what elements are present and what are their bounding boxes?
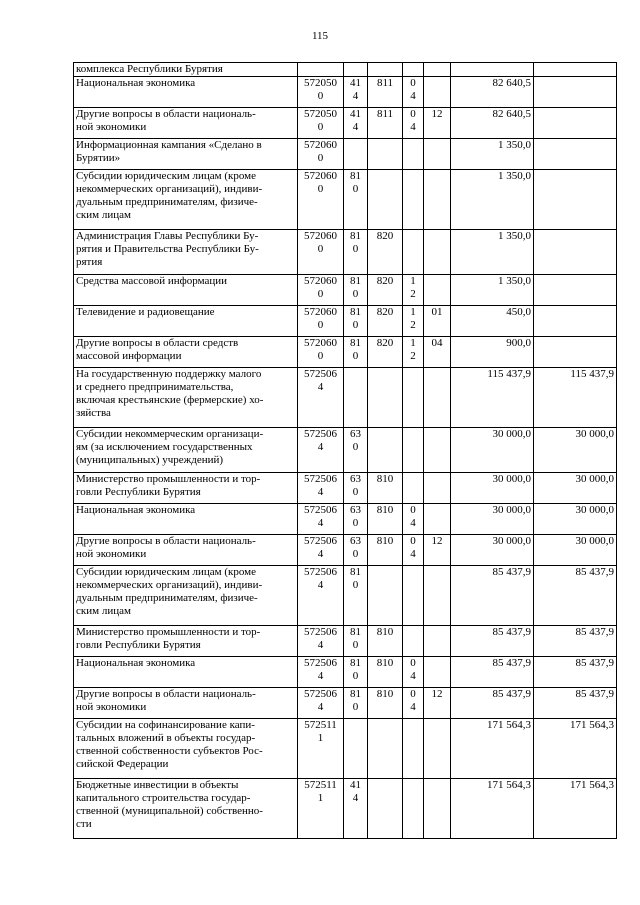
- row-name: комплекса Республики Бурятия: [74, 63, 298, 77]
- expense-type-code: [344, 368, 368, 428]
- table-row: [74, 719, 617, 779]
- amount-total: 85 437,9: [451, 688, 534, 719]
- target-article-code: 572506 4: [298, 657, 344, 688]
- subsection-code: [424, 63, 451, 77]
- subsection-code: [424, 657, 451, 688]
- section-code: [403, 779, 424, 839]
- amount-federal: [534, 275, 617, 306]
- expense-type-code: 63 0: [344, 473, 368, 504]
- target-article-code: 572060 0: [298, 337, 344, 368]
- target-article-code: 572506 4: [298, 626, 344, 657]
- expense-type-code: 63 0: [344, 535, 368, 566]
- administrator-code: 810: [368, 657, 403, 688]
- amount-federal: [534, 108, 617, 139]
- table-row: [74, 139, 617, 170]
- row-name: На государственную поддержку малого и среднего предпринимательства, включая крестьянские (фермерские) хо- зяйства: [74, 368, 298, 428]
- administrator-code: 810: [368, 504, 403, 535]
- section-code: 0 4: [403, 77, 424, 108]
- amount-federal: 30 000,0: [534, 473, 617, 504]
- table-row: [74, 535, 617, 566]
- amount-federal: 85 437,9: [534, 657, 617, 688]
- amount-total: 85 437,9: [451, 566, 534, 626]
- row-name: Национальная экономика: [74, 77, 298, 108]
- administrator-code: 820: [368, 306, 403, 337]
- subsection-code: [424, 139, 451, 170]
- section-code: 0 4: [403, 504, 424, 535]
- amount-federal: 30 000,0: [534, 535, 617, 566]
- subsection-code: [424, 428, 451, 473]
- section-code: [403, 473, 424, 504]
- target-article-code: 572506 4: [298, 566, 344, 626]
- amount-federal: [534, 139, 617, 170]
- administrator-code: [368, 779, 403, 839]
- administrator-code: 810: [368, 535, 403, 566]
- amount-total: 30 000,0: [451, 428, 534, 473]
- subsection-code: 04: [424, 337, 451, 368]
- row-name: Телевидение и радиовещание: [74, 306, 298, 337]
- section-code: [403, 63, 424, 77]
- amount-federal: 85 437,9: [534, 688, 617, 719]
- amount-federal: [534, 230, 617, 275]
- row-name: Субсидии некоммерческим организаци- ям (за исключением государственных (муниципальных) учреждений): [74, 428, 298, 473]
- amount-federal: 30 000,0: [534, 428, 617, 473]
- table-row: [74, 566, 617, 626]
- subsection-code: [424, 566, 451, 626]
- expense-type-code: 81 0: [344, 688, 368, 719]
- section-code: [403, 230, 424, 275]
- section-code: [403, 566, 424, 626]
- subsection-code: [424, 275, 451, 306]
- section-code: 1 2: [403, 306, 424, 337]
- row-name: Субсидии на софинансирование капи- тальных вложений в объекты государ- ственной собственности субъектов Рос- сийской Федерации: [74, 719, 298, 779]
- expense-type-code: 41 4: [344, 108, 368, 139]
- administrator-code: 811: [368, 108, 403, 139]
- expense-type-code: 81 0: [344, 657, 368, 688]
- amount-total: 30 000,0: [451, 504, 534, 535]
- section-code: [403, 170, 424, 230]
- amount-federal: 85 437,9: [534, 626, 617, 657]
- table-row: [74, 337, 617, 368]
- amount-total: 171 564,3: [451, 779, 534, 839]
- amount-federal: 115 437,9: [534, 368, 617, 428]
- target-article-code: 572060 0: [298, 275, 344, 306]
- amount-total: 900,0: [451, 337, 534, 368]
- budget-table: [73, 62, 617, 839]
- table-row: [74, 779, 617, 839]
- table-row: [74, 504, 617, 535]
- subsection-code: [424, 77, 451, 108]
- amount-federal: 171 564,3: [534, 719, 617, 779]
- target-article-code: 572060 0: [298, 139, 344, 170]
- row-name: Другие вопросы в области средств массовой информации: [74, 337, 298, 368]
- expense-type-code: 81 0: [344, 626, 368, 657]
- expense-type-code: [344, 139, 368, 170]
- row-name: Бюджетные инвестиции в объекты капитального строительства государ- ственной (муниципальной) собственно- сти: [74, 779, 298, 839]
- target-article-code: 572506 4: [298, 473, 344, 504]
- amount-federal: [534, 337, 617, 368]
- expense-type-code: 81 0: [344, 230, 368, 275]
- table-row: [74, 170, 617, 230]
- amount-total: 1 350,0: [451, 170, 534, 230]
- row-name: Национальная экономика: [74, 657, 298, 688]
- page-number: 115: [311, 30, 329, 42]
- expense-type-code: [344, 63, 368, 77]
- target-article-code: 572506 4: [298, 428, 344, 473]
- amount-total: 450,0: [451, 306, 534, 337]
- amount-total: 30 000,0: [451, 473, 534, 504]
- expense-type-code: 81 0: [344, 275, 368, 306]
- table-row: [74, 77, 617, 108]
- section-code: [403, 368, 424, 428]
- subsection-code: 12: [424, 108, 451, 139]
- amount-total: 30 000,0: [451, 535, 534, 566]
- amount-total: [451, 63, 534, 77]
- amount-total: 1 350,0: [451, 139, 534, 170]
- target-article-code: 572506 4: [298, 504, 344, 535]
- amount-total: 85 437,9: [451, 626, 534, 657]
- row-name: Национальная экономика: [74, 504, 298, 535]
- administrator-code: [368, 566, 403, 626]
- section-code: [403, 719, 424, 779]
- row-name: Субсидии юридическим лицам (кроме некоммерческих организаций), индиви- дуальным предпринимателям, физиче- ским лицам: [74, 566, 298, 626]
- target-article-code: [298, 63, 344, 77]
- administrator-code: [368, 139, 403, 170]
- section-code: [403, 139, 424, 170]
- administrator-code: [368, 170, 403, 230]
- amount-federal: [534, 63, 617, 77]
- amount-federal: [534, 170, 617, 230]
- subsection-code: 12: [424, 688, 451, 719]
- table-row: [74, 63, 617, 77]
- administrator-code: [368, 63, 403, 77]
- target-article-code: 572050 0: [298, 77, 344, 108]
- target-article-code: 572511 1: [298, 719, 344, 779]
- subsection-code: [424, 473, 451, 504]
- expense-type-code: 81 0: [344, 170, 368, 230]
- table-row: [74, 626, 617, 657]
- table-row: [74, 230, 617, 275]
- target-article-code: 572506 4: [298, 368, 344, 428]
- row-name: Другие вопросы в области националь- ной экономики: [74, 535, 298, 566]
- administrator-code: 820: [368, 275, 403, 306]
- section-code: 0 4: [403, 108, 424, 139]
- target-article-code: 572060 0: [298, 230, 344, 275]
- expense-type-code: 63 0: [344, 428, 368, 473]
- administrator-code: 810: [368, 473, 403, 504]
- expense-type-code: [344, 719, 368, 779]
- amount-total: 1 350,0: [451, 230, 534, 275]
- expense-type-code: 81 0: [344, 306, 368, 337]
- section-code: 0 4: [403, 657, 424, 688]
- table-row: [74, 275, 617, 306]
- subsection-code: [424, 368, 451, 428]
- row-name: Министерство промышленности и тор- говли Республики Бурятия: [74, 626, 298, 657]
- table-row: [74, 368, 617, 428]
- row-name: Другие вопросы в области националь- ной экономики: [74, 688, 298, 719]
- row-name: Информационная кампания «Сделано в Бурятии»: [74, 139, 298, 170]
- table-row: [74, 428, 617, 473]
- table-row: [74, 473, 617, 504]
- target-article-code: 572050 0: [298, 108, 344, 139]
- section-code: [403, 626, 424, 657]
- subsection-code: [424, 626, 451, 657]
- row-name: Средства массовой информации: [74, 275, 298, 306]
- administrator-code: [368, 719, 403, 779]
- expense-type-code: 41 4: [344, 77, 368, 108]
- administrator-code: 810: [368, 688, 403, 719]
- row-name: Администрация Главы Республики Бу- рятия и Правительства Республики Бу- рятия: [74, 230, 298, 275]
- amount-federal: 30 000,0: [534, 504, 617, 535]
- administrator-code: [368, 428, 403, 473]
- expense-type-code: 41 4: [344, 779, 368, 839]
- target-article-code: 572060 0: [298, 306, 344, 337]
- administrator-code: 810: [368, 626, 403, 657]
- target-article-code: 572506 4: [298, 688, 344, 719]
- amount-federal: 171 564,3: [534, 779, 617, 839]
- expense-type-code: 81 0: [344, 337, 368, 368]
- section-code: [403, 428, 424, 473]
- table-row: [74, 108, 617, 139]
- amount-federal: [534, 77, 617, 108]
- amount-total: 115 437,9: [451, 368, 534, 428]
- section-code: 1 2: [403, 275, 424, 306]
- amount-total: 171 564,3: [451, 719, 534, 779]
- amount-total: 82 640,5: [451, 77, 534, 108]
- target-article-code: 572511 1: [298, 779, 344, 839]
- target-article-code: 572506 4: [298, 535, 344, 566]
- row-name: Другие вопросы в области националь- ной экономики: [74, 108, 298, 139]
- table-row: [74, 306, 617, 337]
- expense-type-code: 81 0: [344, 566, 368, 626]
- administrator-code: 811: [368, 77, 403, 108]
- amount-total: 85 437,9: [451, 657, 534, 688]
- amount-federal: [534, 306, 617, 337]
- subsection-code: [424, 230, 451, 275]
- administrator-code: 820: [368, 337, 403, 368]
- row-name: Субсидии юридическим лицам (кроме некоммерческих организаций), индиви- дуальным предпринимателям, физиче- ским лицам: [74, 170, 298, 230]
- section-code: 0 4: [403, 535, 424, 566]
- expense-type-code: 63 0: [344, 504, 368, 535]
- target-article-code: 572060 0: [298, 170, 344, 230]
- subsection-code: [424, 779, 451, 839]
- row-name: Министерство промышленности и тор- говли Республики Бурятия: [74, 473, 298, 504]
- section-code: 1 2: [403, 337, 424, 368]
- subsection-code: [424, 170, 451, 230]
- administrator-code: 820: [368, 230, 403, 275]
- amount-federal: 85 437,9: [534, 566, 617, 626]
- subsection-code: 12: [424, 535, 451, 566]
- subsection-code: 01: [424, 306, 451, 337]
- table-row: [74, 657, 617, 688]
- table-row: [74, 688, 617, 719]
- administrator-code: [368, 368, 403, 428]
- amount-total: 1 350,0: [451, 275, 534, 306]
- amount-total: 82 640,5: [451, 108, 534, 139]
- subsection-code: [424, 504, 451, 535]
- subsection-code: [424, 719, 451, 779]
- section-code: 0 4: [403, 688, 424, 719]
